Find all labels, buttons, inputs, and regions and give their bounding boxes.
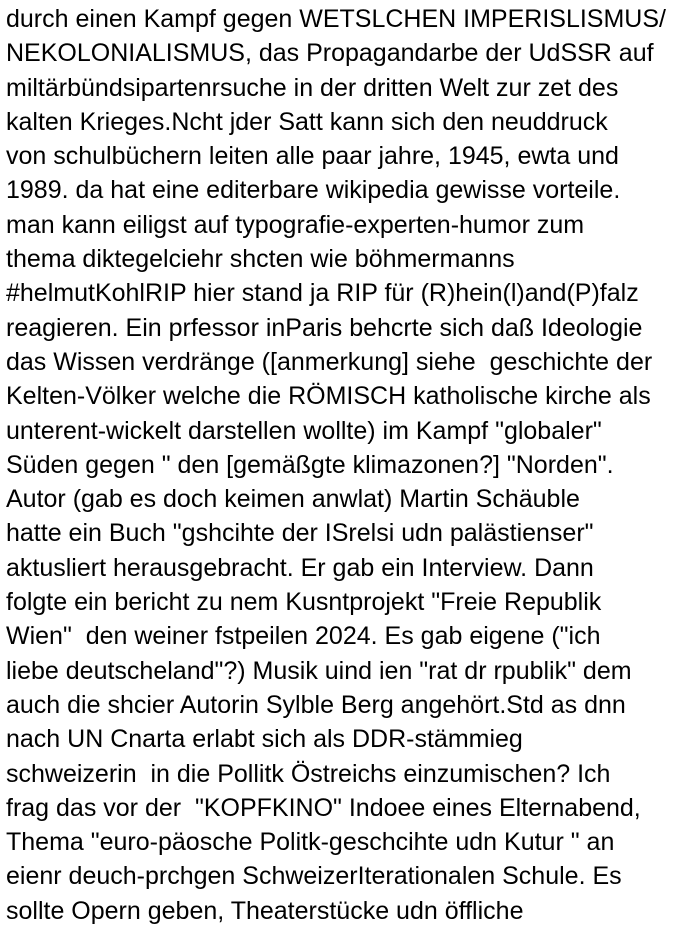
text-line-8: thema diktegelciehr shcten wie böhmermanns (6, 245, 515, 274)
text-line-3: miltärbündsipartenrsuche in der dritten Welt zur zet des (6, 73, 619, 102)
text-line-16: hatte ein Buch "gshcihte der ISrelsi udn palästienser" (6, 519, 594, 548)
text-line-20: liebe deutscheland"?) Musik uind ien "rat dr rpublik" dem (6, 656, 632, 685)
text-line-5: von schulbüchern leiten alle paar jahre, 1945, ewta und (6, 142, 619, 171)
text-line-12: Kelten-Völker welche die RÖMISCH katholische kirche als (6, 382, 651, 411)
text-line-17: aktusliert herausgebracht. Er gab ein Interview. Dann (6, 553, 594, 582)
text-line-22: nach UN Cnarta erlabt sich als DDR-stämmieg (6, 725, 523, 754)
text-line-11: das Wissen verdränge ([anmerkung] siehe geschichte der (6, 347, 653, 376)
text-line-9: #helmutKohlRIP hier stand ja RIP für (R)hein(l)and(P)falz (6, 279, 639, 308)
text-line-14: Süden gegen " den [gemäßgte klimazonen?] "Norden". (6, 450, 614, 479)
text-line-2: NEKOLONIALISMUS, das Propagandarbe der UdSSR auf (6, 39, 654, 68)
text-line-4: kalten Krieges.Ncht jder Satt kann sich den neuddruck (6, 107, 608, 136)
text-line-10: reagieren. Ein prfessor inParis behcrte sich daß Ideologie (6, 313, 643, 342)
text-line-26: eienr deuch-prchgen SchweizerIterationalen Schule. Es (6, 862, 622, 891)
text-line-25: Thema "euro-päosche Politk-geschcihte udn Kutur " an (6, 828, 615, 857)
text-line-21: auch die shcier Autorin Sylble Berg angehört.Std as dnn (6, 690, 626, 719)
text-line-19: Wien" den weiner fstpeilen 2024. Es gab eigene ("ich (6, 622, 601, 651)
text-line-6: 1989. da hat eine editerbare wikipedia gewisse vorteile. (6, 176, 621, 205)
document-text (6, 2, 682, 928)
text-line-1: durch einen Kampf gegen WETSLCHEN IMPERISLISMUS/ (6, 5, 666, 33)
text-line-13: unterent-wickelt darstellen wollte) im Kampf "globaler" (6, 416, 602, 445)
text-line-23: schweizerin in die Pollitk Östreichs einzumischen? Ich (6, 759, 611, 788)
text-line-18: folgte ein bericht zu nem Kusntprojekt "Freie Republik (6, 588, 602, 617)
text-line-24: frag das vor der "KOPFKINO" Indoee eines Elternabend, (6, 793, 641, 822)
text-line-15: Autor (gab es doch keimen anwlat) Martin Schäuble (6, 485, 580, 514)
text-line-7: man kann eiligst auf typografie-experten-humor zum (6, 210, 585, 239)
text-line-27: sollte Opern geben, Theaterstücke udn öffliche (6, 896, 524, 925)
